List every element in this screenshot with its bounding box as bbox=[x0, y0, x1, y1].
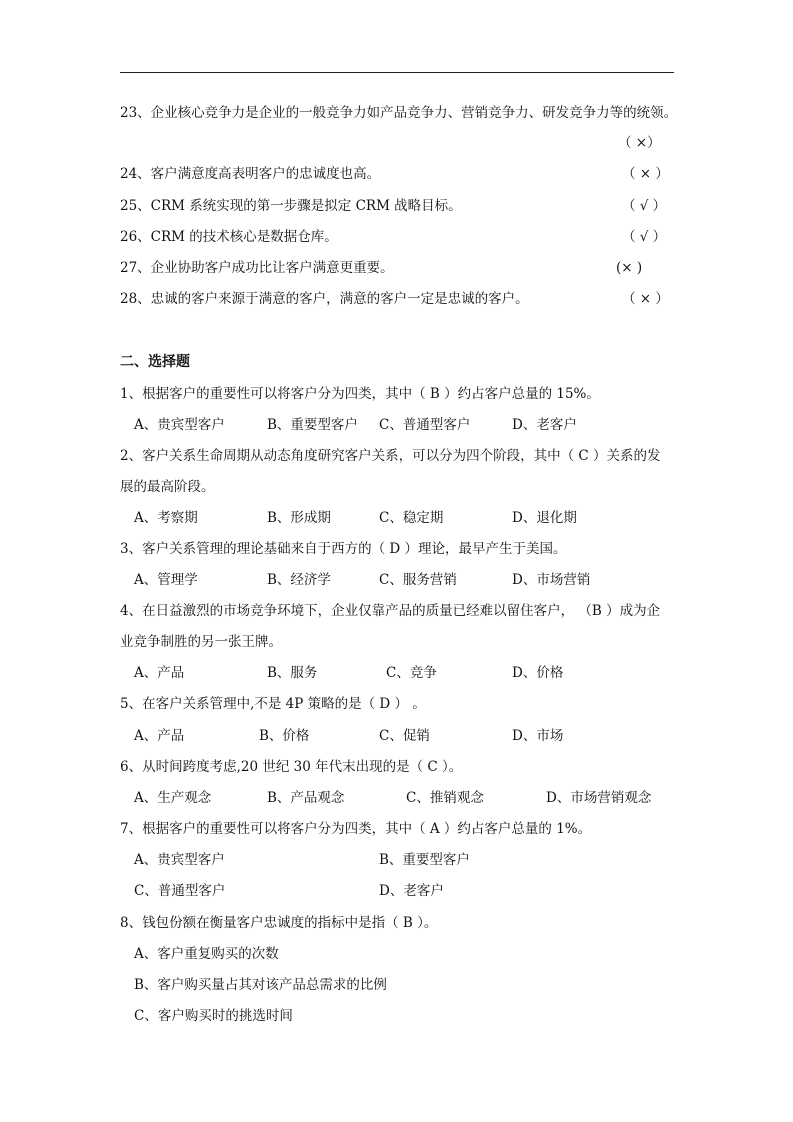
header-rule bbox=[120, 72, 674, 73]
mc-question-6: 6、从时间跨度考虑,20 世纪 30 年代末出现的是（ C ）。 bbox=[120, 759, 463, 775]
mc-option: B、产品观念 bbox=[267, 790, 345, 806]
tf-answer-26: （ √ ） bbox=[622, 229, 667, 245]
mc-question-3: 3、客户关系管理的理论基础来自于西方的（ D ）理论，最早产生于美国。 bbox=[120, 541, 567, 557]
mc-option: D、老客户 bbox=[512, 417, 577, 433]
tf-answer-24: （ × ） bbox=[622, 166, 669, 182]
tf-answer-25: （ √ ） bbox=[622, 198, 667, 214]
mc-option: C、服务营销 bbox=[379, 572, 457, 588]
mc-option: B、客户购买量占其对该产品总需求的比例 bbox=[134, 977, 387, 993]
mc-option: D、市场营销观念 bbox=[546, 790, 652, 806]
tf-question-23: 23、企业核心竞争力是企业的一般竞争力如产品竞争力、营销竞争力、研发竞争力等的统领。 bbox=[120, 105, 678, 121]
mc-option: D、市场营销 bbox=[512, 572, 591, 588]
tf-question-28: 28、忠诚的客户来源于满意的客户，满意的客户一定是忠诚的客户。 bbox=[120, 291, 529, 307]
mc-option: A、客户重复购买的次数 bbox=[134, 946, 279, 962]
mc-option: A、生产观念 bbox=[134, 790, 212, 806]
tf-answer-23: （ ×） bbox=[618, 135, 661, 151]
mc-question-2: 2、客户关系生命周期从动态角度研究客户关系，可以分为四个阶段，其中（ C ）关系的发 bbox=[120, 448, 661, 464]
tf-question-24: 24、客户满意度高表明客户的忠诚度也高。 bbox=[120, 166, 381, 182]
mc-question-1: 1、根据客户的重要性可以将客户分为四类，其中（ B ）约占客户总量的 15%。 bbox=[120, 386, 600, 402]
mc-option: A、产品 bbox=[134, 728, 185, 744]
mc-option: B、重要型客户 bbox=[379, 852, 470, 868]
mc-question-4-cont: 业竞争制胜的另一张王牌。 bbox=[120, 634, 282, 650]
tf-answer-27: (× ) bbox=[616, 260, 643, 276]
mc-option: A、管理学 bbox=[134, 572, 198, 588]
mc-option: A、贵宾型客户 bbox=[134, 852, 225, 868]
mc-option: D、市场 bbox=[512, 728, 564, 744]
mc-option: C、促销 bbox=[379, 728, 430, 744]
mc-option: D、老客户 bbox=[379, 883, 444, 899]
mc-option: B、形成期 bbox=[267, 510, 331, 526]
mc-option: D、退化期 bbox=[512, 510, 577, 526]
section-title: 二、选择题 bbox=[120, 354, 190, 370]
mc-question-2-cont: 展的最高阶段。 bbox=[120, 479, 215, 495]
mc-option: B、服务 bbox=[267, 665, 318, 681]
mc-question-5: 5、在客户关系管理中,不是 4P 策略的是（ D ） 。 bbox=[120, 696, 426, 712]
mc-option: C、推销观念 bbox=[406, 790, 484, 806]
mc-option: B、重要型客户 bbox=[267, 417, 358, 433]
mc-option: C、客户购买时的挑选时间 bbox=[134, 1008, 293, 1024]
tf-answer-28: （ × ） bbox=[622, 291, 669, 307]
mc-option: C、稳定期 bbox=[379, 510, 444, 526]
mc-option: C、普通型客户 bbox=[379, 417, 471, 433]
mc-option: B、价格 bbox=[259, 728, 310, 744]
tf-question-25: 25、CRM 系统实现的第一步骤是拟定 CRM 战略目标。 bbox=[120, 198, 462, 214]
mc-question-4: 4、在日益激烈的市场竞争环境下，企业仅靠产品的质量已经难以留住客户， （B ）成为企 bbox=[120, 603, 661, 619]
mc-question-7: 7、根据客户的重要性可以将客户分为四类，其中（ A ）约占客户总量的 1%。 bbox=[120, 821, 592, 837]
mc-option: A、产品 bbox=[134, 665, 185, 681]
mc-option: C、竞争 bbox=[386, 665, 437, 681]
tf-question-26: 26、CRM 的技术核心是数据仓库。 bbox=[120, 229, 338, 245]
mc-option: D、价格 bbox=[512, 665, 564, 681]
mc-option: A、考察期 bbox=[134, 510, 198, 526]
tf-question-27: 27、企业协助客户成功比让客户满意更重要。 bbox=[120, 260, 394, 276]
mc-question-8: 8、钱包份额在衡量客户忠诚度的指标中是指（ B ）。 bbox=[120, 915, 438, 931]
mc-option: A、贵宾型客户 bbox=[134, 417, 225, 433]
mc-option: B、经济学 bbox=[267, 572, 331, 588]
mc-option: C、普通型客户 bbox=[134, 883, 226, 899]
